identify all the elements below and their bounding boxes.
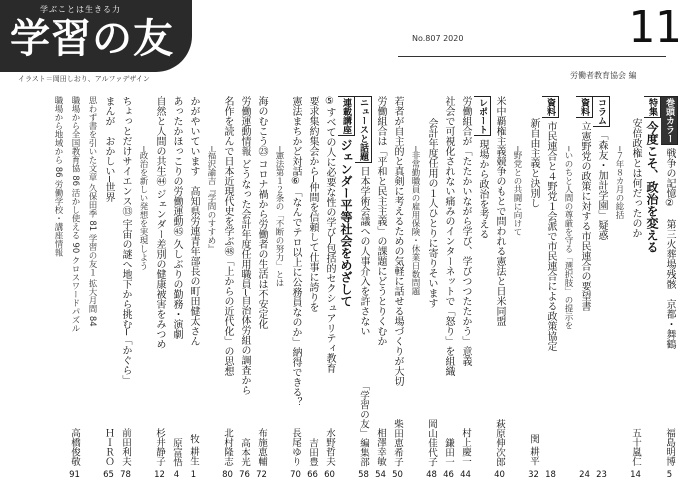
toc-page-number — [644, 470, 661, 486]
toc-entry-title — [627, 96, 644, 422]
toc-entry[interactable] — [576, 96, 593, 486]
issue-number: No.807 2020 — [412, 34, 464, 43]
toc-entry[interactable] — [610, 96, 627, 486]
toc-entry-text: 安倍政権とは何だったのか — [630, 118, 641, 238]
toc-entry-author: 長尾ゆり — [290, 428, 301, 466]
toc-entry-text: 労働組合が「たたかいながら学び、学びつつたたかう」意義 — [460, 96, 471, 366]
toc-page-number: 80 — [222, 470, 233, 480]
magazine-title: 学習の友 — [10, 16, 174, 62]
toc-entry[interactable] — [542, 96, 559, 486]
toc-entry-text: 新自由主義と決別し — [528, 118, 539, 208]
illustration-credit: イラスト＝岡田しおり、アルファデザイン — [18, 75, 150, 83]
toc-entry[interactable] — [474, 96, 491, 486]
toc-entry-text: 米中覇権主義競争のもとで問われる憲法と日米同盟 — [494, 96, 505, 326]
toc-entry[interactable] — [491, 96, 508, 486]
toc-entry-title — [270, 96, 287, 486]
toc-entry-text: 会計年度任用の１人ひとりに寄りそいます — [426, 118, 437, 308]
toc-page-number: 72 — [256, 470, 267, 480]
toc-page-number — [202, 470, 219, 486]
toc-entry-title — [338, 96, 355, 486]
page-header — [0, 0, 688, 92]
toc-entry[interactable] — [66, 96, 83, 486]
toc-page-number: 66 — [307, 470, 318, 480]
toc-entry[interactable] — [627, 96, 644, 486]
toc-entry-title — [474, 96, 491, 486]
toc-entry-text: ─非常勤職員の雇用保険・休業日数問題 — [410, 146, 420, 296]
toc-entry[interactable] — [202, 96, 219, 486]
toc-entry[interactable] — [151, 96, 168, 486]
toc-entry-text: 戦争の記憶② 第三火葬場残骸 京都・舞鶴 — [664, 148, 675, 349]
toc-entry-title — [134, 96, 151, 486]
toc-page-number: 54 — [375, 470, 386, 480]
toc-entry-text: まんが おかしい─世界 — [103, 96, 114, 203]
toc-entry-title — [542, 96, 559, 486]
section-tag: コラム — [593, 96, 610, 127]
toc-entry-title — [49, 96, 66, 486]
toc-entry-title — [185, 96, 202, 428]
toc-entry-text: あったかほっこりの労働運動㊺ 久しぶりの勤務・演劇 — [171, 96, 182, 340]
toc-entry-title — [610, 96, 627, 486]
toc-page-number — [610, 470, 627, 486]
toc-entry-author: 関 耕平 — [528, 434, 539, 466]
header-rule — [398, 56, 666, 57]
toc-entry-text: ちょっとだけサイエンス⑬ 宇宙の謎へ地下から挑む─「かぐら」 — [120, 96, 131, 386]
toc-page-number: 60 — [324, 470, 335, 480]
toc-entry-title — [457, 96, 474, 422]
toc-page-number: 32 — [528, 470, 539, 480]
toc-entry-text: ジェンダー平等社会をめざして — [339, 139, 353, 307]
toc-page-number: 78 — [120, 470, 131, 480]
toc-entry[interactable] — [321, 96, 338, 486]
toc-entry-text: ─７年８カ月の総括 — [614, 146, 624, 220]
toc-entry-title — [219, 96, 236, 422]
toc-page-number — [134, 470, 151, 486]
toc-entry-title — [321, 96, 338, 422]
toc-entry-author: 高橋俊敬 — [69, 428, 80, 466]
toc-entry-text: 職場から地域から 86 労働学校・講座情報 — [53, 96, 63, 257]
toc-entry[interactable] — [83, 96, 100, 486]
toc-entry-author: 鎌田一 — [443, 437, 454, 466]
toc-page-number — [338, 470, 355, 486]
toc-entry[interactable] — [372, 96, 389, 486]
toc-entry-author: 「学習の友」編集部 — [358, 380, 369, 466]
toc-entry-text: ─野党との共闘に向けて — [512, 146, 522, 237]
toc-entry-text: ⑤すべての人に必要な性の学び─包括的セクシュアリティ教育 — [324, 96, 335, 374]
toc-entry[interactable] — [508, 96, 525, 486]
toc-page-number: 48 — [426, 470, 437, 480]
toc-entry-author: 萩原伸次郎 — [494, 418, 505, 466]
toc-page-number: 4 — [173, 470, 180, 480]
toc-page-numbers — [14, 470, 678, 486]
toc-page-number: 1 — [190, 470, 197, 480]
toc-entry[interactable] — [134, 96, 151, 486]
toc-page-number: 14 — [630, 470, 641, 480]
toc-entry-title — [406, 96, 423, 486]
toc-page-number: 65 — [103, 470, 114, 480]
toc-page-number: 91 — [69, 470, 80, 480]
toc-entry[interactable] — [406, 96, 423, 486]
toc-entry-title — [644, 96, 661, 486]
toc-entry[interactable] — [440, 96, 457, 486]
toc-entry-title — [508, 96, 525, 486]
toc-entry[interactable] — [661, 96, 678, 486]
toc-page-number: 44 — [460, 470, 471, 480]
toc-entry[interactable] — [593, 96, 610, 486]
toc-entry-title — [440, 96, 457, 432]
toc-page-number: 70 — [290, 470, 301, 480]
toc-entry-text: 日本学術会議への人事介入を許さない — [358, 166, 369, 336]
toc-page-number: 12 — [154, 470, 165, 480]
toc-entry-title — [83, 96, 100, 486]
toc-entry-title — [525, 96, 542, 428]
toc-entry-text: 労働運動情報 どうなった会計年度任用職員─自治体労組の調査から — [239, 96, 250, 396]
toc-entry-title — [355, 96, 372, 375]
toc-entry-title — [100, 96, 117, 422]
toc-entry-text: 海のむこう㉓ コロナ禍から労働者の生活は不安定化 — [256, 96, 267, 330]
toc-entry-title — [117, 96, 134, 422]
toc-entry[interactable] — [355, 96, 372, 486]
toc-entry-author: 高本光 — [239, 437, 250, 466]
toc-page-number — [508, 470, 525, 486]
toc-entry[interactable] — [304, 96, 321, 486]
toc-page-number — [49, 470, 66, 486]
section-tag: 特集 — [644, 96, 661, 118]
toc-entry-author: 福島明博 — [664, 428, 675, 466]
toc-entry-text: 思わず書を引いた文章 久保田季 81 学習の友１ 拡大月間 84 — [87, 96, 97, 327]
toc-entry-title — [151, 96, 168, 422]
toc-page-number: 24 — [579, 470, 590, 480]
toc-entry-text: ─いのちと人間の尊厳を守る「選択肢」の提示を — [563, 146, 573, 330]
toc-entry[interactable] — [117, 96, 134, 486]
toc-entry-text: 要求集約集会から─仲間を信頼して仕事に誇りを — [307, 96, 318, 313]
toc-entry-author: 五十嵐仁 — [630, 428, 641, 466]
toc-entry-title — [66, 96, 83, 422]
toc-entry-title — [168, 96, 185, 432]
toc-entry-author: 原富悟 — [171, 437, 182, 466]
toc-page-number: 50 — [392, 470, 403, 480]
toc-entry-title — [661, 96, 678, 422]
toc-entry-author: 水野哲夫 — [324, 428, 335, 466]
toc-entry[interactable] — [423, 96, 440, 486]
tagline: 学ぶことは生きる力 — [40, 5, 121, 14]
toc-entry-author: 村上慶一 — [460, 428, 471, 466]
toc-entry-author: 牧 耕生 — [188, 434, 199, 466]
toc-page-number — [474, 470, 491, 486]
toc-entry[interactable] — [287, 96, 304, 486]
toc-page-number — [559, 470, 576, 486]
toc-entry-author: ＨＩＲＯ — [103, 428, 114, 466]
toc-entry-text: 労働組合は「平和と民主主義」の課題にどうとりくむか — [375, 96, 386, 346]
toc-entry-text: 立憲野党の政策に対する市民連合の要望書 — [579, 121, 590, 311]
section-tag: 資料 — [542, 96, 559, 118]
toc-page-number: 40 — [494, 470, 505, 480]
toc-columns — [14, 96, 678, 486]
toc-entry[interactable] — [338, 96, 355, 486]
toc-entry-title — [372, 96, 389, 422]
toc-entry-author: 前田利夫 — [120, 428, 131, 466]
toc-entry-title — [304, 96, 321, 432]
issue-month: 11 — [628, 2, 681, 53]
toc-entry-text: ─福沢諭吉『学問のすすめ』 — [206, 146, 216, 254]
toc-entry[interactable] — [100, 96, 117, 486]
toc-entry-title — [423, 96, 440, 413]
toc-entry-text: かがやいています 高知県労連青年部長の町田健太さん — [188, 96, 199, 346]
toc-page-number: 58 — [358, 470, 369, 480]
section-tag: 資料 — [576, 96, 593, 118]
toc-entry-title — [236, 96, 253, 432]
toc-entry-author: 布施恵輔 — [256, 428, 267, 466]
publisher: 労働者教育協会 編 — [570, 71, 637, 80]
toc-entry-text: 名作を読んで日本近現代史を学ぶ㊽「上からの近代化」の思想 — [222, 96, 233, 376]
toc-entry-author: 杉井静子 — [154, 428, 165, 466]
toc-entry-title — [253, 96, 270, 422]
toc-page-number: 23 — [596, 470, 607, 480]
toc-entry-text: 社会で可視化されない痛みのインターネットで「怒り」を組織 — [443, 96, 454, 376]
toc-entry[interactable] — [168, 96, 185, 486]
toc-entry-title — [389, 96, 406, 413]
section-tag: レポート — [474, 96, 491, 136]
toc-page-number: 76 — [239, 470, 250, 480]
section-tag: 巻頭カラー — [661, 96, 678, 145]
toc-entry-text: 今度こそ、政治を変える — [645, 121, 659, 253]
toc-entry[interactable] — [457, 96, 474, 486]
toc-entry-author: 吉田豊 — [307, 437, 318, 466]
toc-entry-author: 柴田恵希子 — [392, 418, 403, 466]
toc-entry-author: 北村隆志 — [222, 428, 233, 466]
toc-entry-title — [491, 96, 508, 413]
toc-entry[interactable] — [253, 96, 270, 486]
toc-entry-text: 自然と人間の共生㊹ ジェンダー差別の健康被害をみつめ — [154, 96, 165, 350]
toc-entry-title — [576, 96, 593, 486]
toc-page-number: 5 — [666, 470, 673, 480]
toc-entry-text: ─政治を新しい発想を実現しよう — [138, 146, 148, 271]
toc-page-number: 18 — [545, 470, 556, 480]
toc-entry-title — [287, 96, 304, 422]
toc-entry[interactable] — [49, 96, 66, 486]
toc-entry[interactable] — [644, 96, 661, 486]
toc-page-number: 46 — [443, 470, 454, 480]
toc-entry-text: 職場から全国教育協 86 活かし使える 90 クロスワードパズル — [70, 96, 80, 333]
toc-entry[interactable] — [236, 96, 253, 486]
toc-entry[interactable] — [185, 96, 202, 486]
toc-entry-title — [559, 96, 576, 486]
toc-page-number — [406, 470, 423, 486]
toc-page-number — [83, 470, 100, 486]
toc-entry-text: 若者が自主的と真剣に考えるための気軽に話せる場づくりが大切 — [392, 96, 403, 386]
masthead — [0, 0, 192, 72]
toc-page-number — [270, 470, 287, 486]
toc-entry[interactable] — [270, 96, 287, 486]
toc-entry-text: 「森友・加計学園」疑惑 — [596, 130, 607, 240]
toc-entry-title — [593, 96, 610, 486]
toc-entry[interactable] — [525, 96, 542, 486]
section-tag: 連載講座 — [338, 96, 355, 136]
table-of-contents — [14, 96, 678, 486]
section-tag: ニュースと話題 — [355, 96, 372, 163]
toc-entry-text: ─憲法第１２条の「不断の努力」とは — [274, 146, 284, 288]
toc-entry-title — [202, 96, 219, 486]
toc-entry-author: 岡山佳代子 — [426, 418, 437, 466]
toc-entry[interactable] — [219, 96, 236, 486]
toc-entry[interactable] — [389, 96, 406, 486]
toc-entry[interactable] — [559, 96, 576, 486]
toc-entry-text: 市民連合と４野党１会派で市民連合による政策協定 — [545, 121, 556, 351]
toc-entry-text: 憲法まちかど対話⑥「なんでテロ以上に公務員なのか」納得できる？ — [290, 96, 301, 407]
toc-entry-author: 相澤幸敏 — [375, 428, 386, 466]
toc-entry-text: 現場から政治を考える — [477, 139, 488, 239]
